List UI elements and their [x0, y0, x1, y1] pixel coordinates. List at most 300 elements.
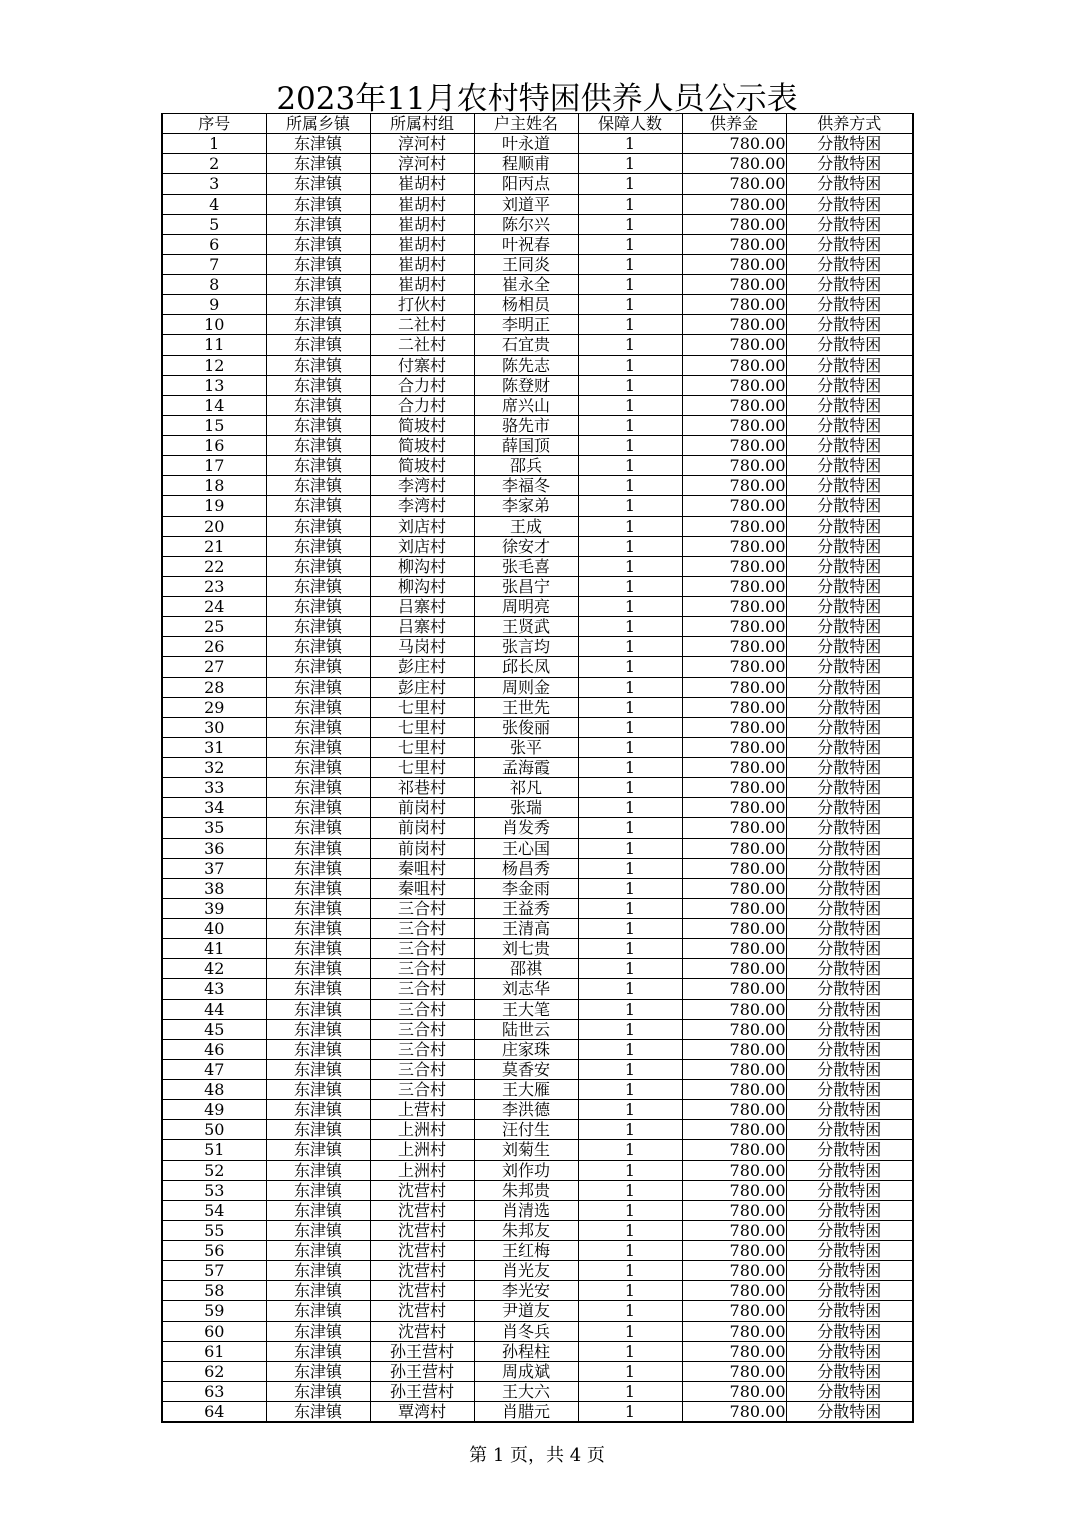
- cell-householder: 王同炎: [474, 254, 578, 274]
- cell-township: 东津镇: [266, 254, 370, 274]
- cell-support-mode: 分散特困: [786, 355, 913, 375]
- cell-allowance: 780.00: [682, 1019, 786, 1039]
- table-row: [162, 1080, 913, 1100]
- cell-covered-count: 1: [578, 1180, 682, 1200]
- cell-householder: 崔永全: [474, 275, 578, 295]
- cell-township: 东津镇: [266, 1220, 370, 1240]
- cell-householder: 杨昌秀: [474, 858, 578, 878]
- cell-householder: 肖腊元: [474, 1402, 578, 1423]
- cell-village: 崔胡村: [370, 214, 474, 234]
- cell-township: 东津镇: [266, 1381, 370, 1401]
- cell-township: 东津镇: [266, 174, 370, 194]
- cell-householder: 邵祺: [474, 959, 578, 979]
- cell-allowance: 780.00: [682, 234, 786, 254]
- cell-covered-count: 1: [578, 174, 682, 194]
- cell-allowance: 780.00: [682, 355, 786, 375]
- cell-covered-count: 1: [578, 778, 682, 798]
- cell-allowance: 780.00: [682, 1180, 786, 1200]
- cell-index: 58: [162, 1281, 266, 1301]
- table-row: [162, 1341, 913, 1361]
- cell-householder: 席兴山: [474, 395, 578, 415]
- cell-village: 秦咀村: [370, 858, 474, 878]
- cell-householder: 邵兵: [474, 456, 578, 476]
- cell-index: 51: [162, 1140, 266, 1160]
- table-row: [162, 999, 913, 1019]
- cell-support-mode: 分散特困: [786, 1301, 913, 1321]
- cell-householder: 刘七贵: [474, 939, 578, 959]
- cell-allowance: 780.00: [682, 1402, 786, 1423]
- table-row: [162, 778, 913, 798]
- cell-village: 合力村: [370, 395, 474, 415]
- cell-village: 吕寨村: [370, 597, 474, 617]
- cell-township: 东津镇: [266, 516, 370, 536]
- cell-index: 39: [162, 898, 266, 918]
- cell-allowance: 780.00: [682, 597, 786, 617]
- cell-allowance: 780.00: [682, 295, 786, 315]
- cell-covered-count: 1: [578, 657, 682, 677]
- cell-village: 七里村: [370, 737, 474, 757]
- cell-covered-count: 1: [578, 335, 682, 355]
- cell-village: 二社村: [370, 335, 474, 355]
- cell-township: 东津镇: [266, 1341, 370, 1361]
- cell-index: 53: [162, 1180, 266, 1200]
- cell-village: 秦咀村: [370, 878, 474, 898]
- cell-covered-count: 1: [578, 1281, 682, 1301]
- cell-householder: 张俊丽: [474, 717, 578, 737]
- cell-index: 22: [162, 556, 266, 576]
- table-row: [162, 858, 913, 878]
- table-row: [162, 436, 913, 456]
- cell-allowance: 780.00: [682, 1301, 786, 1321]
- cell-township: 东津镇: [266, 597, 370, 617]
- cell-index: 52: [162, 1160, 266, 1180]
- cell-support-mode: 分散特困: [786, 858, 913, 878]
- cell-covered-count: 1: [578, 1140, 682, 1160]
- table-header: [162, 114, 913, 134]
- table-row: [162, 415, 913, 435]
- cell-householder: 杨相员: [474, 295, 578, 315]
- cell-township: 东津镇: [266, 536, 370, 556]
- cell-covered-count: 1: [578, 1200, 682, 1220]
- cell-township: 东津镇: [266, 1261, 370, 1281]
- cell-covered-count: 1: [578, 737, 682, 757]
- cell-township: 东津镇: [266, 637, 370, 657]
- cell-village: 三合村: [370, 1019, 474, 1039]
- table-row: [162, 1120, 913, 1140]
- cell-support-mode: 分散特困: [786, 496, 913, 516]
- cell-index: 27: [162, 657, 266, 677]
- cell-support-mode: 分散特困: [786, 1039, 913, 1059]
- cell-index: 6: [162, 234, 266, 254]
- table-row: [162, 1301, 913, 1321]
- cell-support-mode: 分散特困: [786, 536, 913, 556]
- cell-village: 刘店村: [370, 536, 474, 556]
- cell-index: 23: [162, 576, 266, 596]
- cell-index: 4: [162, 194, 266, 214]
- cell-covered-count: 1: [578, 275, 682, 295]
- cell-allowance: 780.00: [682, 194, 786, 214]
- cell-householder: 王世先: [474, 697, 578, 717]
- cell-support-mode: 分散特困: [786, 436, 913, 456]
- cell-support-mode: 分散特困: [786, 134, 913, 154]
- table-row: [162, 758, 913, 778]
- cell-covered-count: 1: [578, 134, 682, 154]
- cell-covered-count: 1: [578, 436, 682, 456]
- cell-covered-count: 1: [578, 858, 682, 878]
- cell-village: 三合村: [370, 939, 474, 959]
- cell-index: 13: [162, 375, 266, 395]
- cell-support-mode: 分散特困: [786, 254, 913, 274]
- cell-support-mode: 分散特困: [786, 939, 913, 959]
- cell-allowance: 780.00: [682, 556, 786, 576]
- cell-covered-count: 1: [578, 919, 682, 939]
- cell-allowance: 780.00: [682, 496, 786, 516]
- cell-householder: 肖清选: [474, 1200, 578, 1220]
- table-row: [162, 697, 913, 717]
- cell-covered-count: 1: [578, 194, 682, 214]
- table-row: [162, 1140, 913, 1160]
- cell-allowance: 780.00: [682, 657, 786, 677]
- cell-householder: 刘道平: [474, 194, 578, 214]
- cell-index: 30: [162, 717, 266, 737]
- cell-covered-count: 1: [578, 1100, 682, 1120]
- cell-support-mode: 分散特困: [786, 154, 913, 174]
- cell-village: 祁巷村: [370, 778, 474, 798]
- cell-index: 63: [162, 1381, 266, 1401]
- cell-township: 东津镇: [266, 1180, 370, 1200]
- cell-village: 柳沟村: [370, 576, 474, 596]
- table-row: [162, 154, 913, 174]
- cell-village: 简坡村: [370, 436, 474, 456]
- table-row: [162, 939, 913, 959]
- cell-village: 打伙村: [370, 295, 474, 315]
- cell-support-mode: 分散特困: [786, 1261, 913, 1281]
- cell-village: 上洲村: [370, 1160, 474, 1180]
- table-row: [162, 1381, 913, 1401]
- cell-householder: 王贤武: [474, 617, 578, 637]
- cell-township: 东津镇: [266, 1039, 370, 1059]
- cell-index: 29: [162, 697, 266, 717]
- cell-allowance: 780.00: [682, 476, 786, 496]
- cell-township: 东津镇: [266, 194, 370, 214]
- cell-covered-count: 1: [578, 1402, 682, 1423]
- cell-allowance: 780.00: [682, 516, 786, 536]
- cell-support-mode: 分散特困: [786, 234, 913, 254]
- cell-householder: 王成: [474, 516, 578, 536]
- cell-covered-count: 1: [578, 717, 682, 737]
- cell-village: 崔胡村: [370, 254, 474, 274]
- cell-village: 三合村: [370, 1039, 474, 1059]
- cell-index: 31: [162, 737, 266, 757]
- cell-allowance: 780.00: [682, 1039, 786, 1059]
- cell-householder: 孙程柱: [474, 1341, 578, 1361]
- cell-township: 东津镇: [266, 154, 370, 174]
- cell-allowance: 780.00: [682, 959, 786, 979]
- table-row: [162, 1321, 913, 1341]
- cell-village: 二社村: [370, 315, 474, 335]
- table-row: [162, 214, 913, 234]
- cell-householder: 李福冬: [474, 476, 578, 496]
- cell-allowance: 780.00: [682, 858, 786, 878]
- cell-allowance: 780.00: [682, 335, 786, 355]
- cell-covered-count: 1: [578, 838, 682, 858]
- table-body: [162, 134, 913, 1423]
- cell-householder: 张毛喜: [474, 556, 578, 576]
- cell-township: 东津镇: [266, 556, 370, 576]
- table-row: [162, 576, 913, 596]
- cell-allowance: 780.00: [682, 375, 786, 395]
- cell-index: 48: [162, 1080, 266, 1100]
- cell-township: 东津镇: [266, 1019, 370, 1039]
- cell-support-mode: 分散特困: [786, 315, 913, 335]
- cell-covered-count: 1: [578, 677, 682, 697]
- cell-allowance: 780.00: [682, 436, 786, 456]
- header-index: 序号: [162, 114, 266, 134]
- cell-allowance: 780.00: [682, 154, 786, 174]
- cell-village: 沈营村: [370, 1261, 474, 1281]
- cell-covered-count: 1: [578, 878, 682, 898]
- cell-index: 62: [162, 1361, 266, 1381]
- cell-village: 崔胡村: [370, 174, 474, 194]
- table-row: [162, 617, 913, 637]
- cell-index: 8: [162, 275, 266, 295]
- table-row: [162, 1241, 913, 1261]
- cell-index: 56: [162, 1241, 266, 1261]
- cell-support-mode: 分散特困: [786, 375, 913, 395]
- cell-township: 东津镇: [266, 778, 370, 798]
- table-row: [162, 717, 913, 737]
- cell-covered-count: 1: [578, 1080, 682, 1100]
- cell-householder: 王益秀: [474, 898, 578, 918]
- cell-village: 崔胡村: [370, 234, 474, 254]
- table-row: [162, 1059, 913, 1079]
- cell-support-mode: 分散特困: [786, 617, 913, 637]
- cell-covered-count: 1: [578, 1220, 682, 1240]
- cell-index: 18: [162, 476, 266, 496]
- cell-support-mode: 分散特困: [786, 456, 913, 476]
- cell-allowance: 780.00: [682, 254, 786, 274]
- cell-support-mode: 分散特困: [786, 1059, 913, 1079]
- cell-covered-count: 1: [578, 1381, 682, 1401]
- cell-index: 42: [162, 959, 266, 979]
- cell-village: 沈营村: [370, 1281, 474, 1301]
- cell-support-mode: 分散特困: [786, 1200, 913, 1220]
- cell-village: 淳河村: [370, 134, 474, 154]
- table-row: [162, 1220, 913, 1240]
- cell-index: 40: [162, 919, 266, 939]
- cell-covered-count: 1: [578, 1301, 682, 1321]
- table-row: [162, 798, 913, 818]
- cell-covered-count: 1: [578, 315, 682, 335]
- cell-index: 35: [162, 818, 266, 838]
- cell-village: 七里村: [370, 697, 474, 717]
- cell-township: 东津镇: [266, 1080, 370, 1100]
- cell-index: 32: [162, 758, 266, 778]
- cell-support-mode: 分散特困: [786, 898, 913, 918]
- cell-support-mode: 分散特困: [786, 194, 913, 214]
- cell-township: 东津镇: [266, 234, 370, 254]
- cell-covered-count: 1: [578, 576, 682, 596]
- cell-support-mode: 分散特困: [786, 1402, 913, 1423]
- cell-village: 崔胡村: [370, 275, 474, 295]
- cell-support-mode: 分散特困: [786, 576, 913, 596]
- cell-allowance: 780.00: [682, 1361, 786, 1381]
- cell-village: 孙王营村: [370, 1361, 474, 1381]
- cell-householder: 邱长凤: [474, 657, 578, 677]
- cell-village: 吕寨村: [370, 617, 474, 637]
- cell-allowance: 780.00: [682, 1220, 786, 1240]
- cell-township: 东津镇: [266, 818, 370, 838]
- cell-covered-count: 1: [578, 415, 682, 435]
- cell-householder: 汪付生: [474, 1120, 578, 1140]
- cell-index: 37: [162, 858, 266, 878]
- cell-covered-count: 1: [578, 456, 682, 476]
- table-row: [162, 476, 913, 496]
- cell-township: 东津镇: [266, 1160, 370, 1180]
- table-row: [162, 1281, 913, 1301]
- cell-index: 2: [162, 154, 266, 174]
- cell-allowance: 780.00: [682, 456, 786, 476]
- cell-allowance: 780.00: [682, 1261, 786, 1281]
- header-township: 所属乡镇: [266, 114, 370, 134]
- cell-allowance: 780.00: [682, 1341, 786, 1361]
- cell-support-mode: 分散特困: [786, 1080, 913, 1100]
- table-row: [162, 1180, 913, 1200]
- cell-index: 34: [162, 798, 266, 818]
- cell-index: 12: [162, 355, 266, 375]
- cell-support-mode: 分散特困: [786, 214, 913, 234]
- cell-village: 沈营村: [370, 1301, 474, 1321]
- cell-village: 三合村: [370, 979, 474, 999]
- cell-village: 沈营村: [370, 1200, 474, 1220]
- cell-covered-count: 1: [578, 959, 682, 979]
- cell-allowance: 780.00: [682, 697, 786, 717]
- cell-township: 东津镇: [266, 1301, 370, 1321]
- cell-index: 16: [162, 436, 266, 456]
- cell-village: 七里村: [370, 758, 474, 778]
- table-row: [162, 737, 913, 757]
- cell-covered-count: 1: [578, 1120, 682, 1140]
- cell-covered-count: 1: [578, 758, 682, 778]
- cell-index: 7: [162, 254, 266, 274]
- table-row: [162, 315, 913, 335]
- cell-support-mode: 分散特困: [786, 1100, 913, 1120]
- table-row: [162, 878, 913, 898]
- cell-covered-count: 1: [578, 1341, 682, 1361]
- cell-covered-count: 1: [578, 234, 682, 254]
- cell-township: 东津镇: [266, 1120, 370, 1140]
- table-row: [162, 657, 913, 677]
- cell-township: 东津镇: [266, 1059, 370, 1079]
- cell-householder: 周明亮: [474, 597, 578, 617]
- cell-allowance: 780.00: [682, 1200, 786, 1220]
- cell-allowance: 780.00: [682, 778, 786, 798]
- cell-village: 三合村: [370, 919, 474, 939]
- cell-covered-count: 1: [578, 1019, 682, 1039]
- table-row: [162, 1361, 913, 1381]
- cell-township: 东津镇: [266, 1241, 370, 1261]
- cell-township: 东津镇: [266, 456, 370, 476]
- cell-support-mode: 分散特困: [786, 637, 913, 657]
- cell-covered-count: 1: [578, 375, 682, 395]
- cell-village: 彭庄村: [370, 657, 474, 677]
- cell-covered-count: 1: [578, 476, 682, 496]
- cell-householder: 王清高: [474, 919, 578, 939]
- cell-village: 刘店村: [370, 516, 474, 536]
- cell-village: 三合村: [370, 959, 474, 979]
- cell-householder: 祁凡: [474, 778, 578, 798]
- header-row: [162, 114, 913, 134]
- cell-householder: 徐安才: [474, 536, 578, 556]
- cell-allowance: 780.00: [682, 1100, 786, 1120]
- cell-householder: 骆先市: [474, 415, 578, 435]
- cell-covered-count: 1: [578, 1321, 682, 1341]
- cell-village: 简坡村: [370, 415, 474, 435]
- cell-support-mode: 分散特困: [786, 1120, 913, 1140]
- cell-village: 上营村: [370, 1100, 474, 1120]
- table-row: [162, 1200, 913, 1220]
- cell-township: 东津镇: [266, 1100, 370, 1120]
- cell-support-mode: 分散特困: [786, 677, 913, 697]
- cell-support-mode: 分散特困: [786, 717, 913, 737]
- cell-support-mode: 分散特困: [786, 1361, 913, 1381]
- table-row: [162, 234, 913, 254]
- cell-index: 45: [162, 1019, 266, 1039]
- table-row: [162, 335, 913, 355]
- cell-covered-count: 1: [578, 1261, 682, 1281]
- cell-allowance: 780.00: [682, 536, 786, 556]
- table-row: [162, 979, 913, 999]
- cell-support-mode: 分散特困: [786, 1220, 913, 1240]
- cell-township: 东津镇: [266, 939, 370, 959]
- cell-allowance: 780.00: [682, 798, 786, 818]
- table-row: [162, 637, 913, 657]
- header-allowance: 供养金: [682, 114, 786, 134]
- cell-township: 东津镇: [266, 717, 370, 737]
- cell-index: 47: [162, 1059, 266, 1079]
- cell-covered-count: 1: [578, 536, 682, 556]
- cell-index: 1: [162, 134, 266, 154]
- cell-support-mode: 分散特困: [786, 275, 913, 295]
- cell-covered-count: 1: [578, 1160, 682, 1180]
- cell-householder: 薛国顶: [474, 436, 578, 456]
- cell-township: 东津镇: [266, 436, 370, 456]
- cell-township: 东津镇: [266, 1281, 370, 1301]
- cell-support-mode: 分散特困: [786, 999, 913, 1019]
- cell-township: 东津镇: [266, 999, 370, 1019]
- cell-support-mode: 分散特困: [786, 1241, 913, 1261]
- cell-householder: 陆世云: [474, 1019, 578, 1039]
- table-row: [162, 1039, 913, 1059]
- cell-township: 东津镇: [266, 959, 370, 979]
- table-row: [162, 919, 913, 939]
- cell-householder: 刘作功: [474, 1160, 578, 1180]
- cell-township: 东津镇: [266, 295, 370, 315]
- cell-allowance: 780.00: [682, 1281, 786, 1301]
- cell-covered-count: 1: [578, 496, 682, 516]
- cell-householder: 朱邦友: [474, 1220, 578, 1240]
- cell-allowance: 780.00: [682, 898, 786, 918]
- cell-village: 沈营村: [370, 1180, 474, 1200]
- table-row: [162, 254, 913, 274]
- cell-support-mode: 分散特困: [786, 1160, 913, 1180]
- cell-householder: 程顺甫: [474, 154, 578, 174]
- table-row: [162, 295, 913, 315]
- cell-township: 东津镇: [266, 858, 370, 878]
- cell-village: 孙王营村: [370, 1341, 474, 1361]
- cell-householder: 刘菊生: [474, 1140, 578, 1160]
- cell-allowance: 780.00: [682, 1059, 786, 1079]
